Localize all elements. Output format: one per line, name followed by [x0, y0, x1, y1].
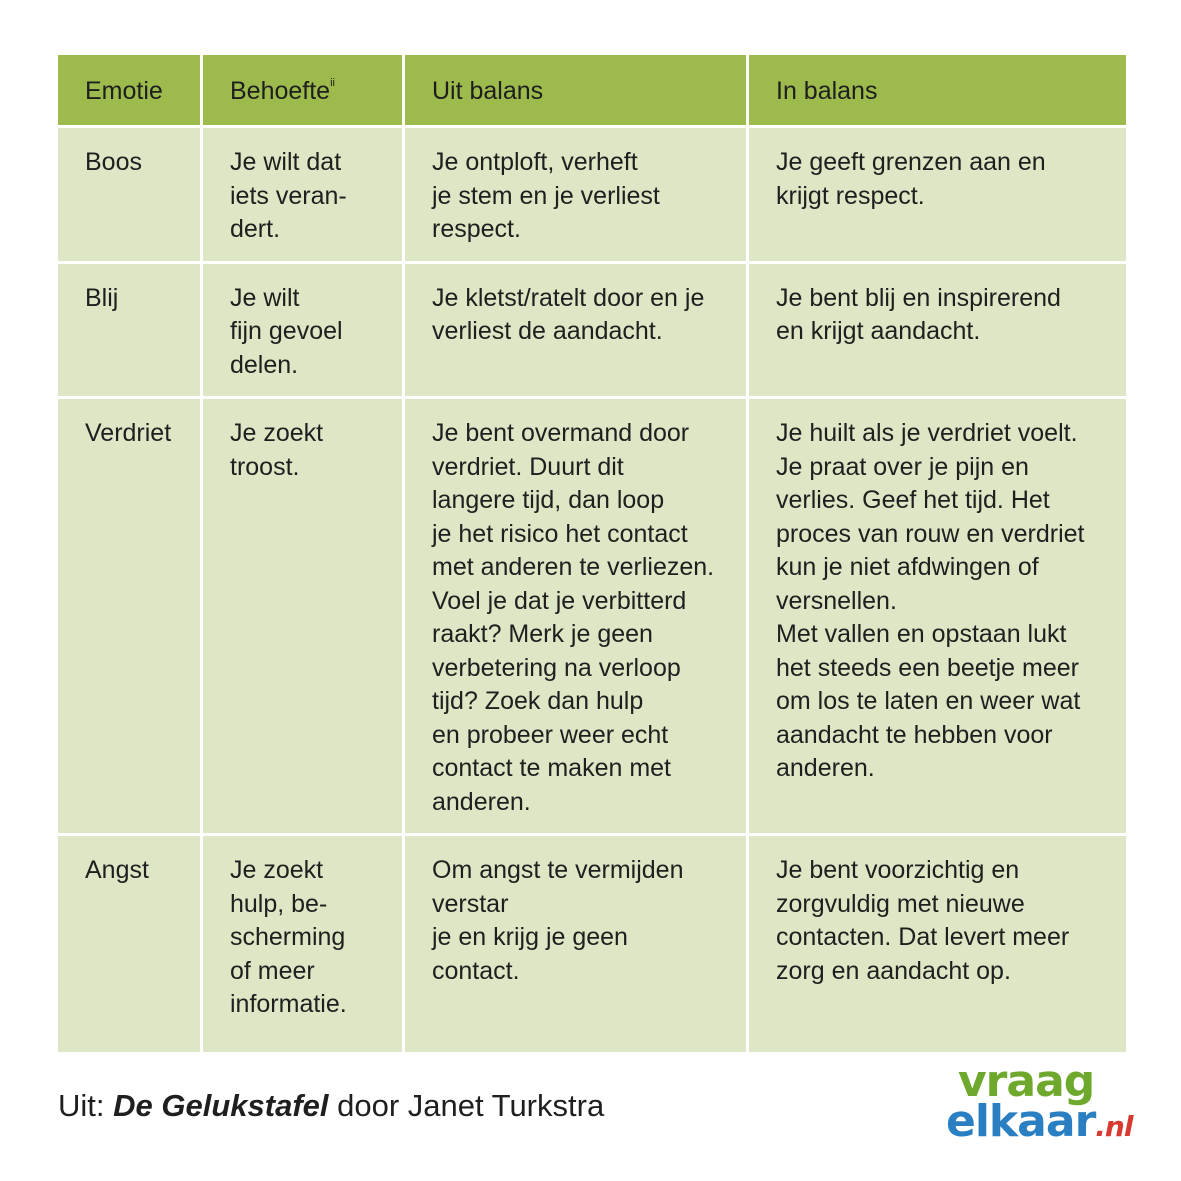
cell-emotie [58, 836, 203, 1052]
table-row [58, 399, 1126, 836]
header-emotie: Emotie [58, 55, 203, 128]
cell-in-balans [749, 128, 1126, 264]
cell-text-line: verliest de aandacht. [432, 317, 663, 345]
cell-text-line: zorg en aandacht op. [776, 956, 1011, 985]
cell-text-line: Je zoekt [230, 856, 324, 884]
cell-text-line: delen. [230, 350, 299, 379]
cell-uit-balans [405, 264, 749, 400]
cell-text-line: je en krijg je geen [432, 923, 628, 951]
cell-text-line: Je geeft grenzen aan en [776, 148, 1046, 176]
cell-text-line: dert. [230, 215, 281, 243]
cell-text-line: Voel je dat je verbitterd [432, 586, 687, 615]
footnote-marker: ii [330, 77, 335, 89]
cell-text-line: met anderen te verliezen. [432, 553, 715, 581]
cell-text-line: zorgvuldig met nieuwe [776, 889, 1025, 918]
cell-text-line: verdriet. Duurt dit [432, 452, 624, 481]
cell-text-line: het steeds een beetje meer [776, 653, 1079, 682]
cell-text-line: krijgt respect. [776, 181, 925, 210]
cell-text-line: hulp, be- [230, 889, 328, 918]
table-row [58, 128, 1126, 264]
cell-emotie [58, 399, 203, 836]
cell-text-line: en probeer weer echt [432, 720, 669, 749]
emotion-table [58, 55, 1126, 1052]
cell-text-line: Je wilt dat [230, 148, 342, 176]
cell-in-balans [749, 836, 1126, 1052]
cell-text-line: anderen. [776, 754, 875, 782]
cell-text-line: tijd? Zoek dan hulp [432, 687, 644, 715]
logo-word-elkaar [946, 1096, 1132, 1147]
cell-text-line: verstar [432, 889, 509, 918]
cell-behoefte [203, 399, 405, 836]
source-prefix: Uit: [58, 1088, 114, 1123]
cell-emotie [58, 264, 203, 400]
cell-in-balans [749, 399, 1126, 836]
cell-text-line: raakt? Merk je geen [432, 620, 653, 648]
cell-text-line: Je ontploft, verheft [432, 148, 638, 176]
cell-text-line: proces van rouw en verdriet [776, 519, 1085, 548]
table-header-row [58, 55, 1126, 128]
cell-text-line: Je bent overmand door [432, 419, 690, 447]
book-title: De Gelukstafel [113, 1088, 329, 1123]
header-uit-balans: Uit balans [405, 55, 749, 128]
logo-word-vraag: vraag [958, 1056, 1095, 1107]
cell-text-line: informatie. [230, 990, 347, 1018]
cell-text-line: fijn gevoel [230, 317, 343, 345]
cell-behoefte [203, 264, 405, 400]
cell-text-line: Om angst te vermijden [432, 856, 684, 884]
header-behoefte: Behoefte$^{ii}$ [203, 55, 405, 128]
table-row [58, 264, 1126, 400]
cell-text-line: Je bent voorzichtig en [776, 856, 1020, 884]
cell-text-line: contacten. Dat levert meer [776, 923, 1070, 951]
cell-text-line: Je zoekt [230, 419, 324, 447]
table-row [58, 836, 1126, 1052]
cell-text-line: Blij [85, 283, 119, 312]
cell-behoefte [203, 128, 405, 264]
cell-uit-balans [405, 399, 749, 836]
cell-text-line: aandacht te hebben voor [776, 720, 1053, 749]
source-credit [58, 1088, 604, 1124]
cell-text-line: Angst [85, 856, 149, 884]
cell-text-line: verbetering na verloop [432, 653, 681, 682]
cell-text-line: om los te laten en weer wat [776, 687, 1081, 715]
cell-text-line: je het risico het contact [432, 519, 688, 548]
logo-tld: .nl [1095, 1110, 1133, 1143]
cell-text-line: verlies. Geef het tijd. Het [776, 486, 1050, 514]
cell-behoefte [203, 836, 405, 1052]
logo-elkaar-text: elkaar [946, 1096, 1096, 1147]
cell-emotie [58, 128, 203, 264]
source-author: door Janet Turkstra [328, 1088, 605, 1123]
cell-text-line: Boos [85, 148, 142, 176]
cell-text-line: scherming [230, 923, 346, 951]
cell-text-line: Je kletst/ratelt door en je [432, 283, 705, 312]
header-in-balans: In balans [749, 55, 1126, 128]
cell-text-line: en krijgt aandacht. [776, 317, 981, 345]
cell-uit-balans [405, 836, 749, 1052]
cell-text-line: troost. [230, 452, 300, 481]
cell-in-balans [749, 264, 1126, 400]
cell-text-line: anderen. [432, 787, 531, 816]
cell-text-line: langere tijd, dan loop [432, 486, 665, 514]
cell-text-line: Je bent blij en inspirerend [776, 283, 1061, 312]
cell-text-line: contact. [432, 956, 520, 985]
cell-text-line: kun je niet afdwingen of [776, 553, 1039, 581]
cell-text-line: Je praat over je pijn en [776, 452, 1029, 481]
cell-text-line: Je wilt [230, 283, 300, 312]
cell-text-line: Met vallen en opstaan lukt [776, 620, 1067, 648]
cell-text-line: iets veran- [230, 181, 347, 210]
cell-text-line: je stem en je verliest [432, 181, 660, 210]
cell-text-line: contact te maken met [432, 754, 672, 782]
cell-text-line: Je huilt als je verdriet voelt. [776, 419, 1078, 447]
cell-uit-balans [405, 128, 749, 264]
vraagelkaar-logo [920, 1056, 1133, 1152]
cell-text-line: respect. [432, 215, 521, 243]
cell-text-line: versnellen. [776, 586, 897, 615]
cell-text-line: Verdriet [85, 419, 172, 447]
cell-text-line: of meer [230, 956, 315, 985]
